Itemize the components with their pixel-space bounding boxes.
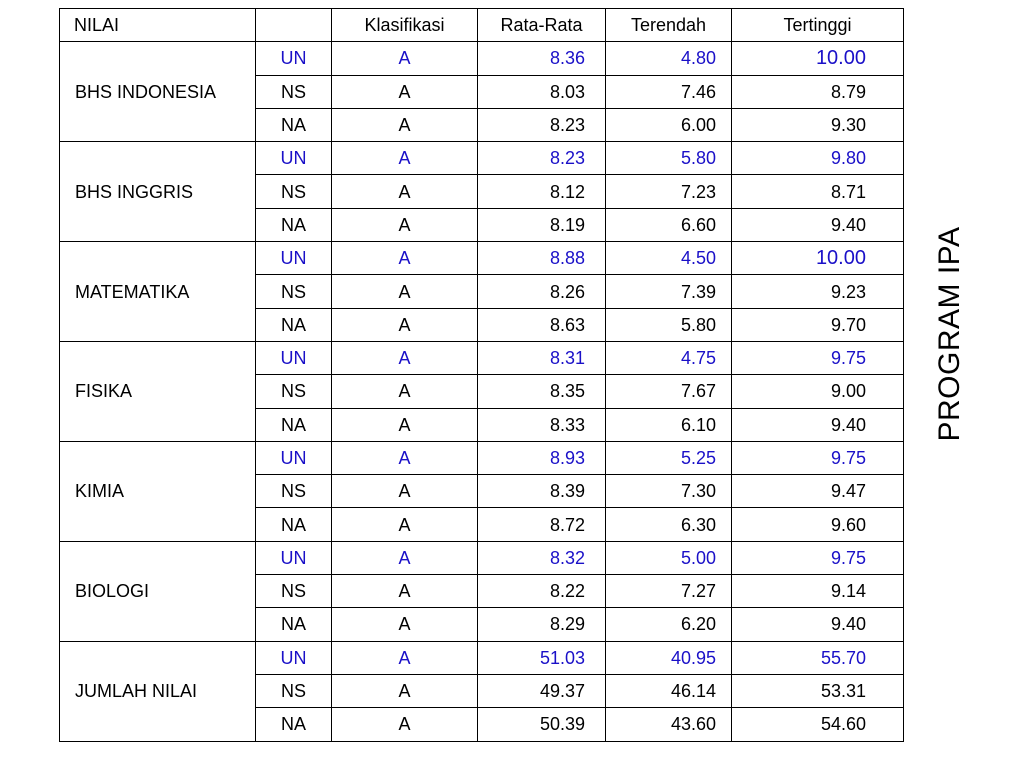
tertinggi-cell: 9.70 (732, 308, 904, 341)
table-row (60, 641, 904, 674)
score-type-cell: NA (256, 408, 332, 441)
rata-rata-cell: 51.03 (478, 641, 606, 674)
tertinggi-cell: 8.71 (732, 175, 904, 208)
rata-rata-cell: 8.39 (478, 475, 606, 508)
tertinggi-cell: 10.00 (732, 242, 904, 275)
klasifikasi-cell: A (332, 608, 478, 641)
subject-name: BHS INDONESIA (60, 42, 256, 142)
header-type (256, 9, 332, 42)
score-type-cell: NA (256, 708, 332, 741)
klasifikasi-cell: A (332, 408, 478, 441)
rata-rata-cell: 8.12 (478, 175, 606, 208)
tertinggi-cell: 9.40 (732, 608, 904, 641)
klasifikasi-cell: A (332, 575, 478, 608)
rata-rata-cell: 50.39 (478, 708, 606, 741)
score-type-cell: UN (256, 541, 332, 574)
score-type-cell: NS (256, 375, 332, 408)
score-type-cell: UN (256, 42, 332, 75)
score-type-cell: NA (256, 308, 332, 341)
tertinggi-cell: 9.75 (732, 441, 904, 474)
rata-rata-cell: 8.36 (478, 42, 606, 75)
terendah-cell: 6.20 (606, 608, 732, 641)
score-type-cell: UN (256, 441, 332, 474)
klasifikasi-cell: A (332, 641, 478, 674)
terendah-cell: 5.00 (606, 541, 732, 574)
terendah-cell: 4.50 (606, 242, 732, 275)
score-type-cell: NS (256, 275, 332, 308)
klasifikasi-cell: A (332, 175, 478, 208)
rata-rata-cell: 8.33 (478, 408, 606, 441)
klasifikasi-cell: A (332, 674, 478, 707)
terendah-cell: 4.75 (606, 341, 732, 374)
terendah-cell: 6.10 (606, 408, 732, 441)
tertinggi-cell: 9.75 (732, 341, 904, 374)
score-type-cell: NA (256, 208, 332, 241)
tertinggi-cell: 9.75 (732, 541, 904, 574)
rata-rata-cell: 8.19 (478, 208, 606, 241)
tertinggi-cell: 9.00 (732, 375, 904, 408)
rata-rata-cell: 8.63 (478, 308, 606, 341)
subject-name: KIMIA (60, 441, 256, 541)
score-type-cell: NS (256, 475, 332, 508)
klasifikasi-cell: A (332, 708, 478, 741)
terendah-cell: 5.80 (606, 142, 732, 175)
score-type-cell: UN (256, 142, 332, 175)
score-type-cell: NS (256, 575, 332, 608)
klasifikasi-cell: A (332, 142, 478, 175)
tertinggi-cell: 8.79 (732, 75, 904, 108)
rata-rata-cell: 8.35 (478, 375, 606, 408)
terendah-cell: 40.95 (606, 641, 732, 674)
header-klasifikasi: Klasifikasi (332, 9, 478, 42)
klasifikasi-cell: A (332, 475, 478, 508)
klasifikasi-cell: A (332, 42, 478, 75)
terendah-cell: 6.00 (606, 108, 732, 141)
subject-name: BIOLOGI (60, 541, 256, 641)
klasifikasi-cell: A (332, 308, 478, 341)
tertinggi-cell: 9.14 (732, 575, 904, 608)
header-rata-rata: Rata-Rata (478, 9, 606, 42)
rata-rata-cell: 8.22 (478, 575, 606, 608)
table-row (60, 541, 904, 574)
program-label: PROGRAM IPA (933, 226, 966, 442)
rata-rata-cell: 8.88 (478, 242, 606, 275)
klasifikasi-cell: A (332, 541, 478, 574)
tertinggi-cell: 9.60 (732, 508, 904, 541)
header-tertinggi: Tertinggi (732, 9, 904, 42)
score-type-cell: NS (256, 175, 332, 208)
score-type-cell: NS (256, 75, 332, 108)
terendah-cell: 6.60 (606, 208, 732, 241)
score-type-cell: UN (256, 242, 332, 275)
klasifikasi-cell: A (332, 208, 478, 241)
terendah-cell: 4.80 (606, 42, 732, 75)
score-type-cell: NS (256, 674, 332, 707)
table-row (60, 341, 904, 374)
subject-name: BHS INGGRIS (60, 142, 256, 242)
table-body (60, 42, 904, 741)
terendah-cell: 5.80 (606, 308, 732, 341)
klasifikasi-cell: A (332, 375, 478, 408)
terendah-cell: 5.25 (606, 441, 732, 474)
terendah-cell: 6.30 (606, 508, 732, 541)
rata-rata-cell: 8.93 (478, 441, 606, 474)
score-type-cell: UN (256, 641, 332, 674)
tertinggi-cell: 53.31 (732, 674, 904, 707)
rata-rata-cell: 8.03 (478, 75, 606, 108)
terendah-cell: 7.30 (606, 475, 732, 508)
rata-rata-cell: 8.29 (478, 608, 606, 641)
terendah-cell: 7.23 (606, 175, 732, 208)
rata-rata-cell: 8.26 (478, 275, 606, 308)
subject-name: MATEMATIKA (60, 242, 256, 342)
klasifikasi-cell: A (332, 108, 478, 141)
klasifikasi-cell: A (332, 508, 478, 541)
subject-name: JUMLAH NILAI (60, 641, 256, 741)
terendah-cell: 7.46 (606, 75, 732, 108)
table-row (60, 441, 904, 474)
terendah-cell: 7.27 (606, 575, 732, 608)
tertinggi-cell: 9.40 (732, 408, 904, 441)
score-type-cell: UN (256, 341, 332, 374)
tertinggi-cell: 10.00 (732, 42, 904, 75)
score-type-cell: NA (256, 108, 332, 141)
terendah-cell: 7.39 (606, 275, 732, 308)
rata-rata-cell: 8.32 (478, 541, 606, 574)
rata-rata-cell: 8.23 (478, 142, 606, 175)
tertinggi-cell: 9.23 (732, 275, 904, 308)
tertinggi-cell: 9.80 (732, 142, 904, 175)
klasifikasi-cell: A (332, 275, 478, 308)
klasifikasi-cell: A (332, 441, 478, 474)
terendah-cell: 43.60 (606, 708, 732, 741)
score-type-cell: NA (256, 508, 332, 541)
terendah-cell: 46.14 (606, 674, 732, 707)
rata-rata-cell: 8.31 (478, 341, 606, 374)
rata-rata-cell: 8.72 (478, 508, 606, 541)
tertinggi-cell: 9.40 (732, 208, 904, 241)
table-row (60, 242, 904, 275)
terendah-cell: 7.67 (606, 375, 732, 408)
tertinggi-cell: 55.70 (732, 641, 904, 674)
table-row (60, 42, 904, 75)
subject-name: FISIKA (60, 341, 256, 441)
rata-rata-cell: 8.23 (478, 108, 606, 141)
klasifikasi-cell: A (332, 341, 478, 374)
tertinggi-cell: 9.47 (732, 475, 904, 508)
tertinggi-cell: 9.30 (732, 108, 904, 141)
header-nilai: NILAI (60, 9, 256, 42)
score-table (59, 8, 904, 742)
rata-rata-cell: 49.37 (478, 674, 606, 707)
tertinggi-cell: 54.60 (732, 708, 904, 741)
header-row (60, 9, 904, 42)
score-type-cell: NA (256, 608, 332, 641)
klasifikasi-cell: A (332, 75, 478, 108)
table-row (60, 142, 904, 175)
header-terendah: Terendah (606, 9, 732, 42)
klasifikasi-cell: A (332, 242, 478, 275)
